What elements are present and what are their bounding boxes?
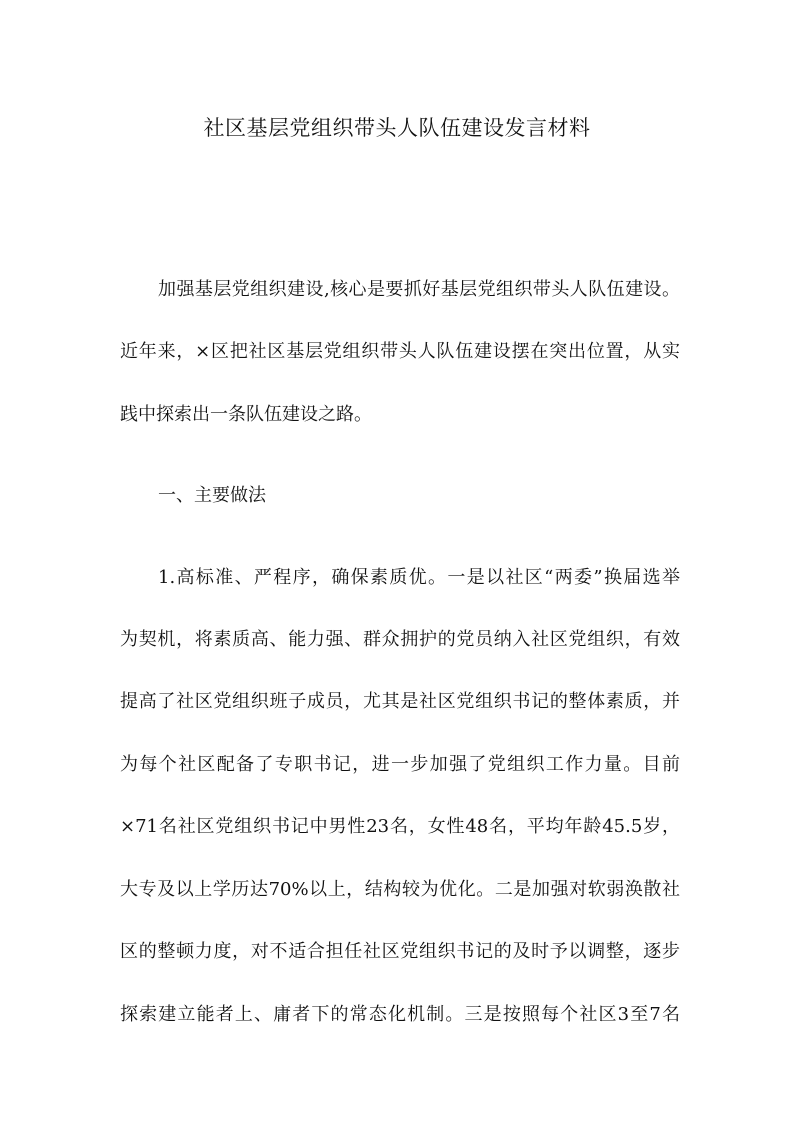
paragraph-line: 提高了社区党组织班子成员，尤其是社区党组织书记的整体素质，并 <box>120 691 680 712</box>
paragraph-line: 近年来，×区把社区基层党组织带头人队伍建设摆在突出位置，从实 <box>120 341 680 362</box>
paragraph-line: 为每个社区配备了专职书记，进一步加强了党组织工作力量。目前 <box>120 754 680 775</box>
paragraph-line: 为契机，将素质高、能力强、群众拥护的党员纳入社区党组织，有效 <box>120 629 680 650</box>
paragraph-line: 加强基层党组织建设,核心是要抓好基层党组织带头人队伍建设。 <box>158 279 680 300</box>
paragraph-line: 大专及以上学历达70%以上，结构较为优化。二是加强对软弱涣散社 <box>120 879 680 900</box>
paragraph-line: 践中探索出一条队伍建设之路。 <box>120 404 372 425</box>
section-heading: 一、主要做法 <box>158 485 266 506</box>
paragraph-line: 1.高标准、严程序，确保素质优。一是以社区“两委”换届选举 <box>158 567 680 588</box>
paragraph-line: ×71名社区党组织书记中男性23名，女性48名，平均年龄45.5岁， <box>120 816 680 837</box>
document-title: 社区基层党组织带头人队伍建设发言材料 <box>203 116 591 140</box>
paragraph-line: 探索建立能者上、庸者下的常态化机制。三是按照每个社区3至7名 <box>120 1004 680 1025</box>
paragraph-line: 区的整顿力度，对不适合担任社区党组织书记的及时予以调整，逐步 <box>120 941 680 962</box>
